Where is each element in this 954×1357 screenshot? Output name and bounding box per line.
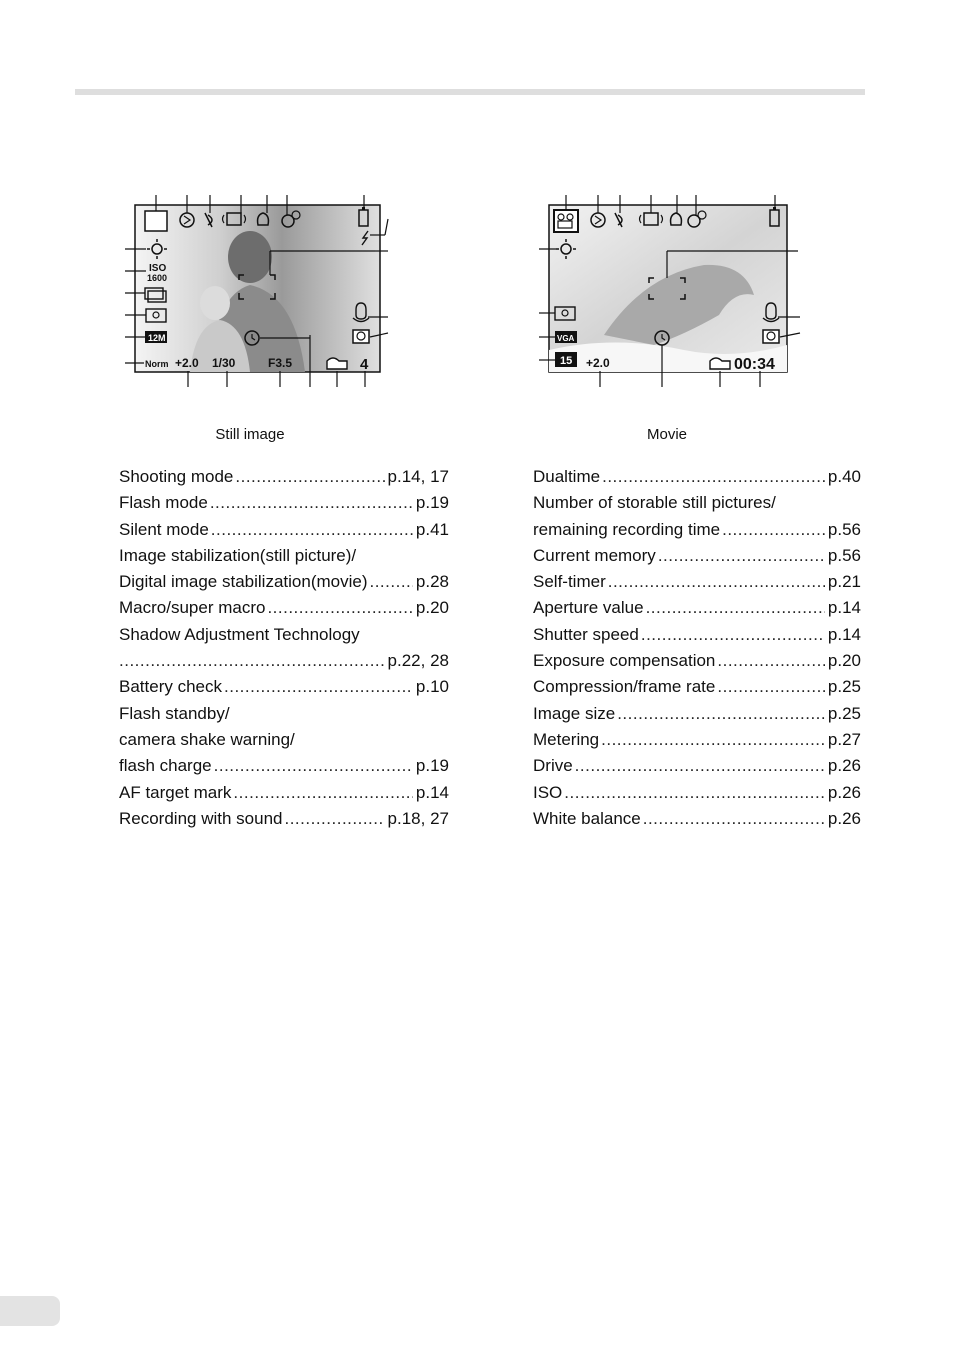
svg-text:VGA: VGA <box>557 334 575 343</box>
storable-pictures-count: 4 <box>360 356 369 373</box>
exposure-value: +2.0 <box>586 356 610 370</box>
still-image-screen-diagram <box>120 185 400 395</box>
iso-label: ISO <box>149 263 167 274</box>
legend-row: Flash standby/ <box>119 703 230 723</box>
legend-row: Image stabilization(still picture)/ <box>119 545 357 565</box>
page-number-tab <box>0 1296 60 1326</box>
legend-row: Number of storable still pictures/ <box>533 493 776 513</box>
movie-screen-diagram <box>534 185 814 395</box>
legend-row: Digital image stabilization(movie) ..... p.28 <box>119 569 449 595</box>
header-rule <box>75 89 865 95</box>
shooting-mode-icon <box>145 211 167 231</box>
legend-row: Exposure compensation ..... p.20 <box>533 648 861 674</box>
legend-row: White balance ..... p.26 <box>533 806 861 832</box>
legend-row: Macro/super macro ..... p.20 <box>119 595 449 621</box>
photo-mother-head <box>228 231 272 283</box>
iso-value: 1600 <box>147 273 168 283</box>
legend-row: Shadow Adjustment Technology <box>119 624 360 644</box>
still-image-caption: Still image <box>215 426 285 443</box>
legend-row: Flash mode ..... p.19 <box>119 490 449 516</box>
legend-row: Battery check ..... p.10 <box>119 674 449 700</box>
exposure-value: +2.0 <box>175 356 199 370</box>
legend-row: Recording with sound ..... p.18, 27 <box>119 806 449 832</box>
legend-row: camera shake warning/ <box>119 729 295 749</box>
aperture-value: F3.5 <box>268 356 293 370</box>
svg-text:12M: 12M <box>148 333 166 343</box>
movie-legend <box>533 464 861 832</box>
legend-row: Self-timer ..... p.21 <box>533 569 861 595</box>
movie-caption: Movie <box>646 426 687 443</box>
legend-row: Compression/frame rate ..... p.25 <box>533 674 861 700</box>
legend-row: Image size ..... p.25 <box>533 701 861 727</box>
legend-row: flash charge ..... p.19 <box>119 753 449 779</box>
legend-row: Shooting mode ..... p.14, 17 <box>119 464 449 490</box>
compression-label: Norm <box>145 359 169 369</box>
legend-row: Dualtime ..... p.40 <box>533 464 861 490</box>
legend-row: remaining recording time ..... p.56 <box>533 517 861 543</box>
legend-row: Current memory ..... p.56 <box>533 543 861 569</box>
legend-row: Shutter speed ..... p.14 <box>533 622 861 648</box>
legend-row: ..... p.22, 28 <box>119 648 449 674</box>
svg-text:15: 15 <box>560 355 573 367</box>
legend-row: Metering ..... p.27 <box>533 727 861 753</box>
still-image-legend <box>119 464 449 832</box>
legend-row: Drive ..... p.26 <box>533 753 861 779</box>
legend-row: Aperture value ..... p.14 <box>533 595 861 621</box>
legend-row: Silent mode ..... p.41 <box>119 517 449 543</box>
shutter-value: 1/30 <box>212 356 236 370</box>
remaining-recording-time: 00:34 <box>734 356 775 373</box>
photo-baby-head <box>200 286 230 320</box>
legend-row: ISO ..... p.26 <box>533 780 861 806</box>
legend-row: AF target mark ..... p.14 <box>119 780 449 806</box>
